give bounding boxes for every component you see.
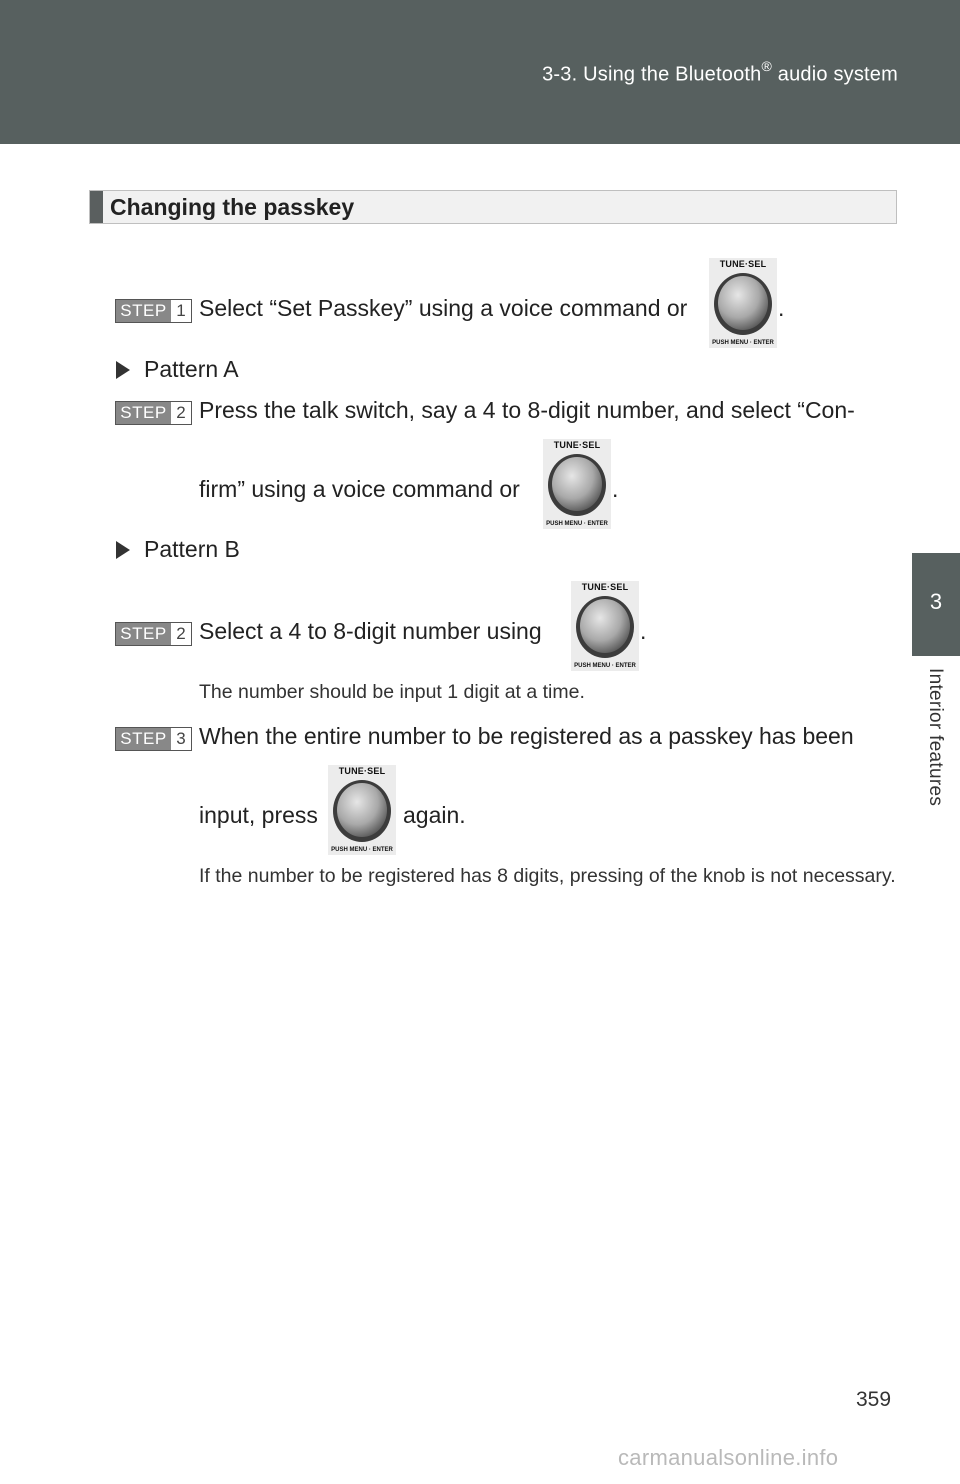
step-number: 2 — [176, 624, 186, 643]
pattern-a-heading: Pattern A — [116, 356, 239, 383]
tune-sel-knob-icon — [709, 258, 777, 348]
knob-top-label: TUNE·SEL — [553, 440, 601, 450]
step-word: STEP — [116, 402, 171, 424]
step2b-end: . — [640, 618, 647, 644]
chapter-label: Interior features — [925, 668, 946, 807]
pattern-b-heading: Pattern B — [116, 536, 240, 563]
section-accent — [90, 191, 103, 223]
knob-dial-icon — [575, 593, 635, 659]
knob-bottom-label: PUSH MENU · ENTER — [546, 521, 608, 527]
knob-bottom-label: PUSH MENU · ENTER — [331, 847, 393, 853]
section-title: Changing the passkey — [110, 194, 355, 220]
header-bar — [0, 0, 960, 144]
step-word: STEP — [116, 300, 171, 322]
step3-line2a: input, press — [199, 802, 318, 828]
triangle-arrow-icon — [116, 541, 130, 559]
step-badge-2b — [115, 622, 192, 646]
section-heading — [89, 190, 897, 224]
tune-sel-knob-icon — [543, 439, 611, 529]
knob-dial-icon — [713, 270, 773, 336]
step2a-line2: firm” using a voice command or — [199, 476, 520, 502]
step3-line2b: again. — [403, 802, 466, 828]
step-badge-1 — [115, 299, 192, 323]
knob-top-label: TUNE·SEL — [338, 766, 386, 776]
chapter-number: 3 — [929, 589, 943, 614]
header-title: 3-3. Using the Bluetooth® audio system — [542, 58, 898, 86]
tune-sel-knob-icon — [328, 765, 396, 855]
step-badge-3 — [115, 727, 192, 751]
knob-dial-icon — [332, 777, 392, 843]
step-word: STEP — [116, 623, 171, 645]
step-number: 2 — [176, 403, 186, 422]
step3-line1: When the entire number to be registered as a passkey has been — [199, 723, 854, 749]
step2a-line1: Press the talk switch, say a 4 to 8-digit number, and select “Con- — [199, 397, 855, 423]
step2b-text: Select a 4 to 8-digit number using — [199, 618, 542, 644]
step-word: STEP — [116, 728, 171, 750]
chapter-tab — [912, 553, 960, 656]
knob-bottom-label: PUSH MENU · ENTER — [574, 663, 636, 669]
step1-text: Select “Set Passkey” using a voice command or — [199, 295, 688, 321]
watermark: carmanualsonline.info — [618, 1445, 839, 1470]
step1-end: . — [778, 295, 785, 321]
step-number: 3 — [176, 729, 186, 748]
step-badge-2a — [115, 401, 192, 425]
triangle-arrow-icon — [116, 361, 130, 379]
knob-bottom-label: PUSH MENU · ENTER — [712, 340, 774, 346]
tune-sel-knob-icon — [571, 581, 639, 671]
page-number: 359 — [856, 1388, 892, 1411]
step2b-note: The number should be input 1 digit at a time. — [199, 681, 585, 703]
knob-top-label: TUNE·SEL — [581, 582, 629, 592]
knob-top-label: TUNE·SEL — [719, 259, 767, 269]
knob-dial-icon — [547, 451, 607, 517]
step-number: 1 — [176, 301, 186, 320]
step3-note: If the number to be registered has 8 digits, pressing of the knob is not necessary. — [199, 865, 896, 887]
step2a-end: . — [612, 476, 619, 502]
